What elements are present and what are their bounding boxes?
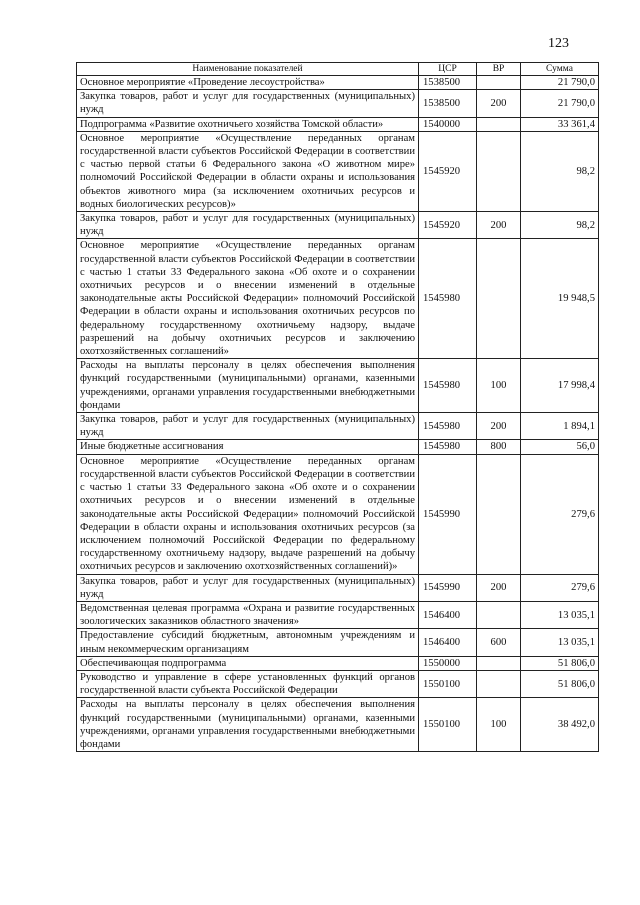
row-sum-cell: 1 894,1	[521, 413, 599, 440]
row-sum-cell: 13 035,1	[521, 601, 599, 628]
row-name-cell: Расходы на выплаты персоналу в целях обеспечения выполнения функций государственными (муниципальными) органами, казенными учреждениями, органами управления государственными внебюджетными фондами	[77, 359, 419, 413]
row-code-cell: 1545920	[419, 131, 477, 211]
row-sum-cell: 51 806,0	[521, 656, 599, 670]
row-code-cell: 1550100	[419, 670, 477, 697]
table-row	[77, 359, 599, 413]
row-vr-cell	[477, 239, 521, 359]
row-vr-cell: 200	[477, 574, 521, 601]
row-sum-cell: 279,6	[521, 454, 599, 574]
row-vr-cell	[477, 76, 521, 90]
table-row	[77, 90, 599, 117]
row-code-cell: 1545980	[419, 413, 477, 440]
row-name-cell: Иные бюджетные ассигнования	[77, 440, 419, 454]
row-vr-cell: 200	[477, 413, 521, 440]
table-row	[77, 212, 599, 239]
row-sum-cell: 17 998,4	[521, 359, 599, 413]
row-vr-cell: 600	[477, 629, 521, 656]
budget-table	[76, 62, 599, 752]
row-code-cell: 1538500	[419, 76, 477, 90]
row-name-cell: Основное мероприятие «Осуществление переданных органам государственной власти субъектов Российской Федерации в соответствии с частью первой статьи 6 Федерального закона «О животном мире» полномочий Российской Федерации в области охраны и использования объектов животного мира (за исключением охотничьих ресурсов и водных биологических ресурсов)»	[77, 131, 419, 211]
table-body	[77, 76, 599, 752]
row-name-cell: Закупка товаров, работ и услуг для государственных (муниципальных) нужд	[77, 574, 419, 601]
table-row	[77, 698, 599, 752]
table-row	[77, 117, 599, 131]
table-header-row	[77, 63, 599, 76]
table-row	[77, 454, 599, 574]
row-sum-cell: 56,0	[521, 440, 599, 454]
row-vr-cell	[477, 131, 521, 211]
row-sum-cell: 279,6	[521, 574, 599, 601]
row-vr-cell	[477, 454, 521, 574]
row-vr-cell: 200	[477, 212, 521, 239]
row-name-cell: Подпрограмма «Развитие охотничьего хозяйства Томской области»	[77, 117, 419, 131]
table-row	[77, 239, 599, 359]
row-vr-cell	[477, 670, 521, 697]
row-name-cell: Ведомственная целевая программа «Охрана и развитие государственных зоологических заказников областного значения»	[77, 601, 419, 628]
row-vr-cell	[477, 656, 521, 670]
table-row	[77, 601, 599, 628]
page-number: 123	[548, 36, 569, 51]
row-code-cell: 1540000	[419, 117, 477, 131]
column-header-sum: Сумма	[521, 63, 599, 76]
table-row	[77, 629, 599, 656]
row-code-cell: 1545990	[419, 454, 477, 574]
row-name-cell: Основное мероприятие «Проведение лесоустройства»	[77, 76, 419, 90]
row-name-cell: Расходы на выплаты персоналу в целях обеспечения выполнения функций государственными (муниципальными) органами, казенными учреждениями, органами управления государственными внебюджетными фондами	[77, 698, 419, 752]
row-name-cell: Закупка товаров, работ и услуг для государственных (муниципальных) нужд	[77, 90, 419, 117]
row-sum-cell: 21 790,0	[521, 90, 599, 117]
row-vr-cell: 100	[477, 359, 521, 413]
table-row	[77, 656, 599, 670]
row-name-cell: Обеспечивающая подпрограмма	[77, 656, 419, 670]
row-code-cell: 1546400	[419, 601, 477, 628]
row-name-cell: Закупка товаров, работ и услуг для государственных (муниципальных) нужд	[77, 413, 419, 440]
table-row	[77, 131, 599, 211]
row-name-cell: Основное мероприятие «Осуществление переданных органам государственной власти субъектов Российской Федерации в соответствии с частью 1 статьи 33 Федерального закона «Об охоте и о сохранении охотничьих ресурсов и о внесении изменений в отдельные законодательные акты Российской Федерации» полномочий Российской Федерации в области охраны и использования охотничьих ресурсов по федеральному государственному охотничьему надзору, выдаче разрешений на добычу охотничьих ресурсов и заключению охотхозяйственных соглашений»	[77, 239, 419, 359]
table-row	[77, 440, 599, 454]
row-code-cell: 1550100	[419, 698, 477, 752]
row-sum-cell: 38 492,0	[521, 698, 599, 752]
row-name-cell: Закупка товаров, работ и услуг для государственных (муниципальных) нужд	[77, 212, 419, 239]
row-code-cell: 1545980	[419, 239, 477, 359]
table-row	[77, 574, 599, 601]
row-code-cell: 1545980	[419, 440, 477, 454]
table-row	[77, 413, 599, 440]
column-header-vr: ВР	[477, 63, 521, 76]
column-header-name: Наименование показателей	[77, 63, 419, 76]
row-code-cell: 1545980	[419, 359, 477, 413]
row-vr-cell	[477, 601, 521, 628]
row-vr-cell	[477, 117, 521, 131]
row-sum-cell: 19 948,5	[521, 239, 599, 359]
row-name-cell: Руководство и управление в сфере установленных функций органов государственной власти субъекта Российской Федерации	[77, 670, 419, 697]
row-code-cell: 1545990	[419, 574, 477, 601]
row-sum-cell: 33 361,4	[521, 117, 599, 131]
row-sum-cell: 13 035,1	[521, 629, 599, 656]
row-sum-cell: 98,2	[521, 212, 599, 239]
row-sum-cell: 51 806,0	[521, 670, 599, 697]
table-row	[77, 670, 599, 697]
column-header-code: ЦСР	[419, 63, 477, 76]
row-code-cell: 1538500	[419, 90, 477, 117]
row-code-cell: 1550000	[419, 656, 477, 670]
row-sum-cell: 98,2	[521, 131, 599, 211]
row-vr-cell: 100	[477, 698, 521, 752]
row-code-cell: 1545920	[419, 212, 477, 239]
row-sum-cell: 21 790,0	[521, 76, 599, 90]
row-code-cell: 1546400	[419, 629, 477, 656]
row-name-cell: Предоставление субсидий бюджетным, автономным учреждениям и иным некоммерческим организациям	[77, 629, 419, 656]
row-vr-cell: 800	[477, 440, 521, 454]
table-row	[77, 76, 599, 90]
row-vr-cell: 200	[477, 90, 521, 117]
row-name-cell: Основное мероприятие «Осуществление переданных органам государственной власти субъектов Российской Федерации в соответствии с частью 1 статьи 33 Федерального закона «Об охоте и о сохранении охотничьих ресурсов и о внесении изменений в отдельные законодательные акты Российской Федерации» полномочий Российской Федерации в области охраны и использования охотничьих ресурсов (за исключением полномочий Российской Федерации по федеральному государственному охотничьему надзору, выдаче разрешений на добычу охотничьих ресурсов и заключению охотхозяйственных соглашений)»	[77, 454, 419, 574]
